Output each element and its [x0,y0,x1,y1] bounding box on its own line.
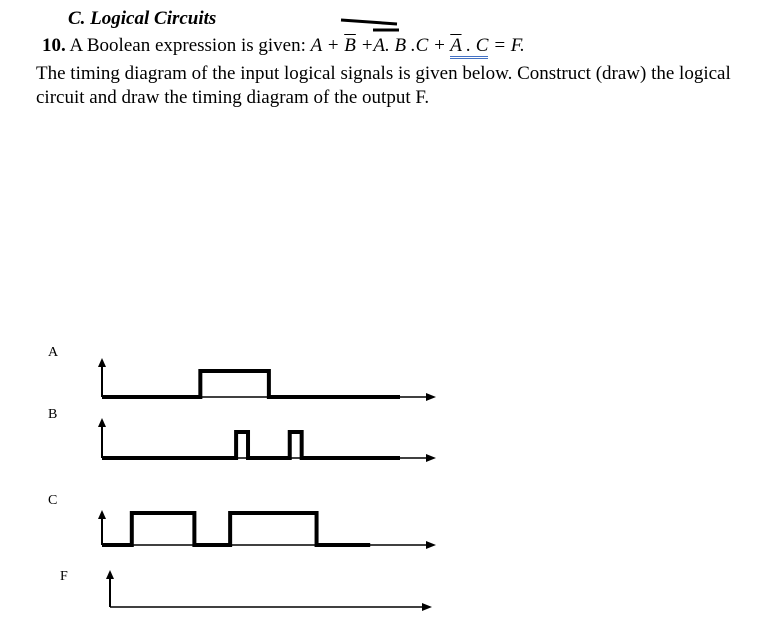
section-title: C. Logical Circuits [68,8,217,29]
expr-term-2: $\overline{B}$ [344,35,356,56]
expr-term-5: . C [462,35,489,59]
time-arrow-a [426,393,436,401]
question-body: The timing diagram of the input logical signals is given below. Construct (draw) the logical circuit and draw the timing diagram of the output F. [36,63,731,108]
question-number: 10. [42,35,66,56]
signal-label-f: F [60,569,68,584]
waveform-b [102,432,400,458]
time-arrow-f [422,603,432,611]
waveform-a [102,371,400,397]
question-intro: A Boolean expression is given: [69,35,306,56]
time-arrow-b [426,454,436,462]
expr-term-1: A + [310,35,345,56]
expr-term-4: $\overline{A}$ [450,35,461,59]
expr-term-3: +A. B .C + [355,35,451,56]
waveform-c [102,513,370,545]
expr-term-6: = F. [488,35,525,56]
signal-label-c: C [48,493,58,508]
time-arrow-c [426,541,436,549]
level-arrow-c [98,510,106,519]
signal-label-a: A [48,345,59,360]
signal-label-b: B [48,407,58,422]
level-arrow-f [106,570,114,579]
level-arrow-b [98,418,106,427]
level-arrow-a [98,358,106,367]
overbar-mark [341,20,399,30]
